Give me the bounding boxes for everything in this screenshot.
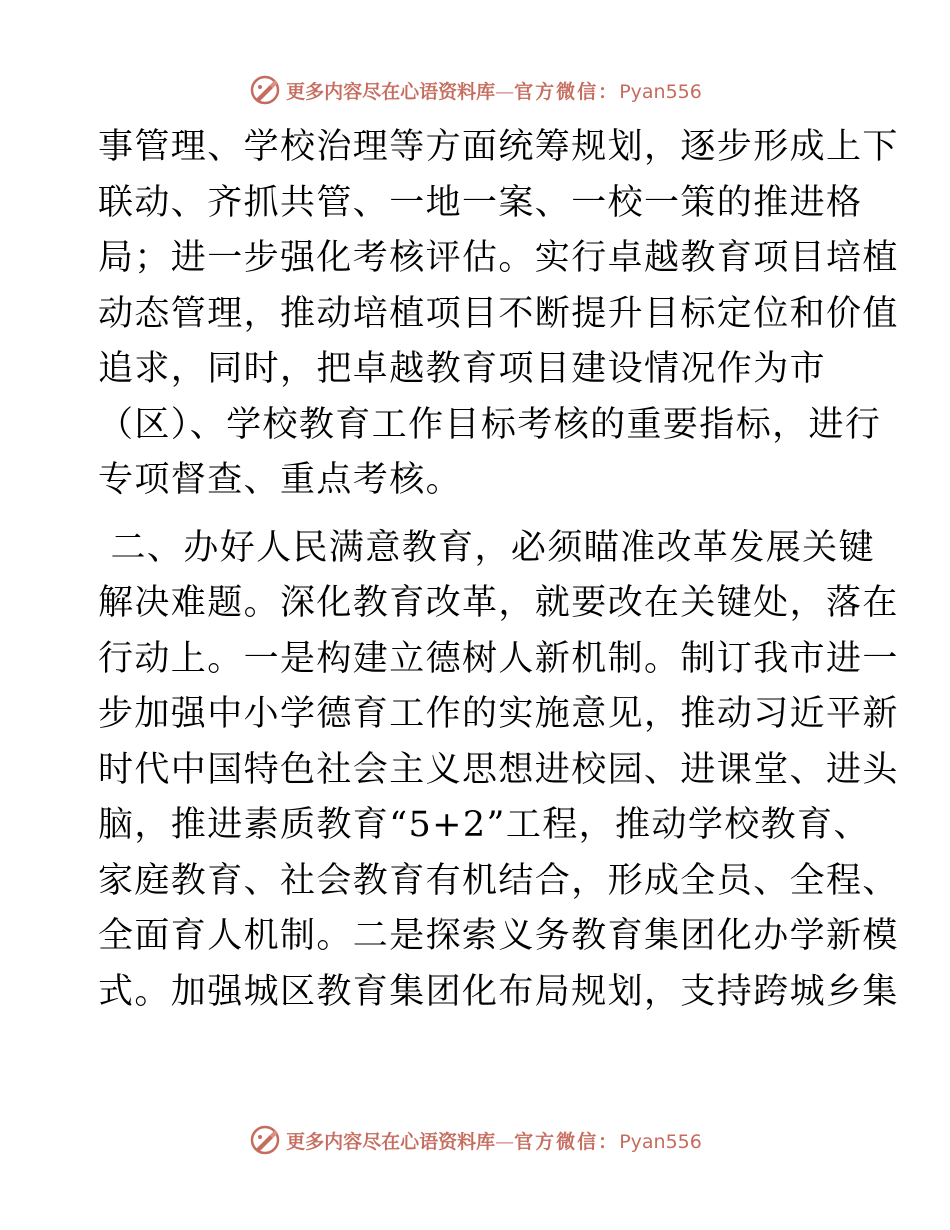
text-line: 式。加强城区教育集团化布局规划，支持跨城乡集 — [98, 971, 899, 1012]
text-line: 全面育人机制。二是探索义务教育集团化办学新模 — [98, 916, 899, 956]
paragraph-gap — [98, 509, 858, 521]
footer-watermark — [0, 1120, 950, 1160]
watermark-id: Pyan556 — [619, 1130, 702, 1153]
text-line: 家庭教育、社会教育有机结合，形成全员、全程、 — [98, 860, 899, 901]
watermark-main-text: 更多内容尽在心语资料库 — [286, 1130, 496, 1153]
text-line: 步加强中小学德育工作的实施意见，推动习近平新 — [98, 694, 899, 734]
text-line: 联动、齐抓共管、一地一案、一校一策的推进格 — [98, 182, 863, 223]
watermark-main-text: 更多内容尽在心语资料库 — [286, 80, 496, 103]
text-line: 二、办好人民满意教育，必须瞄准改革发展关键 — [98, 527, 875, 568]
pen-logo-icon — [248, 1123, 282, 1157]
watermark-dash: — — [495, 80, 515, 103]
text-line: 专项督查、重点考核。 — [98, 460, 463, 500]
text-line: 脑，推进素质教育“5+2”工程，推动学校教育、 — [98, 805, 870, 845]
text-line: 追求，同时，把卓越教育项目建设情况作为市 — [98, 349, 827, 389]
watermark-sub-text: 官方微信： — [514, 1130, 620, 1153]
paragraph-1 — [98, 120, 899, 509]
watermark-sub-text: 官方微信： — [514, 80, 620, 103]
paragraph-2 — [98, 521, 899, 1076]
text-line: 事管理、学校治理等方面统筹规划，逐步形成上下 — [98, 127, 899, 167]
text-line: 时代中国特色社会主义思想进校园、进课堂、进头 — [98, 749, 899, 790]
text-line: （区）、学校教育工作目标考核的重要指标，进行 — [98, 404, 882, 445]
text-line: 行动上。一是构建立德树人新机制。制订我市进一 — [98, 638, 899, 679]
watermark-dash: — — [495, 1130, 515, 1153]
text-line: 局；进一步强化考核评估。实行卓越教育项目培植 — [98, 238, 899, 278]
pen-logo-icon — [248, 73, 282, 107]
document-body — [98, 120, 899, 1076]
text-line — [98, 1020, 858, 1076]
header-watermark — [0, 70, 950, 110]
text-line: 动态管理，推动培植项目不断提升目标定位和价值 — [98, 293, 899, 334]
text-line: 解决难题。深化教育改革，就要改在关键处，落在 — [98, 583, 899, 623]
watermark-id: Pyan556 — [619, 80, 702, 103]
